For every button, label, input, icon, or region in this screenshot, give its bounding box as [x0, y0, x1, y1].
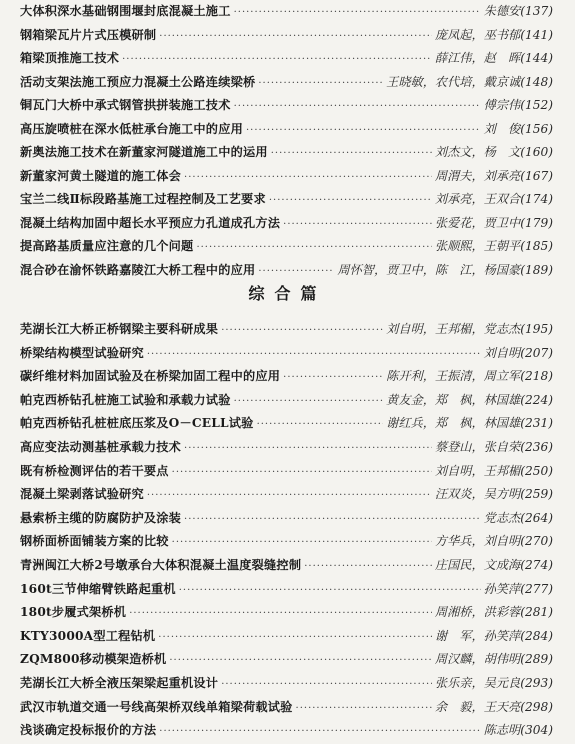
entry-authors: 刘自明，王邦楣，党志杰 — [386, 322, 521, 336]
dot-leader — [257, 413, 384, 437]
entry-title: 武汉市轨道交通一号线高架桥双线单箱梁荷载试验 — [20, 699, 293, 714]
entry-page: (195) — [520, 322, 553, 336]
entry-title: KTY3000A型工程钻机 — [20, 628, 156, 643]
toc-entry — [0, 47, 575, 71]
dot-leader — [129, 602, 432, 626]
toc-entry — [0, 719, 575, 743]
entry-title: 宝兰二线Ⅱ标段路基施工过程控制及工艺要求 — [20, 192, 266, 206]
entry-authors: 王晓敏，农代培，戴京诚 — [386, 74, 521, 89]
entry-authors: 张爱花，贾卫中 — [434, 215, 521, 230]
toc-entry — [0, 436, 575, 460]
toc-entry — [0, 212, 575, 236]
entry-authors: 陈开利，王振清，周立军 — [386, 369, 521, 384]
dot-leader — [271, 142, 432, 166]
entry-authors: 周湘桥，洪彩蓉 — [434, 605, 521, 620]
toc-entry — [0, 342, 575, 366]
entry-authors: 周怀智，贾卫中，陈 江，杨国豪 — [337, 262, 521, 277]
toc-entry — [0, 0, 575, 24]
entry-title: 箱梁顶推施工技术 — [20, 51, 120, 65]
entry-title: 160t三节伸缩臂铁路起重机 — [20, 581, 176, 596]
dot-leader — [283, 213, 432, 237]
dot-leader — [147, 484, 432, 508]
dot-leader — [196, 236, 431, 260]
entry-page: (289) — [520, 652, 553, 667]
entry-title: 悬索桥主缆的防腐防护及涂装 — [20, 510, 182, 525]
toc-entry — [0, 554, 575, 578]
entry-authors: 方华兵，刘自明 — [434, 534, 521, 549]
entry-title: 混凝土结构加固中超长水平预应力孔道成孔方法 — [20, 215, 281, 230]
entry-page: (236) — [520, 439, 553, 454]
dot-leader — [122, 48, 432, 72]
dot-leader — [221, 319, 383, 343]
entry-page: (277) — [520, 581, 553, 596]
entry-page: (270) — [520, 534, 553, 549]
entry-authors: 刘承亮，王双合 — [434, 192, 521, 206]
entry-authors: 张乐亲，吴元良 — [434, 675, 521, 690]
dot-leader — [296, 697, 432, 721]
dot-leader — [283, 366, 383, 390]
toc-entry — [0, 507, 575, 531]
entry-page: (224) — [520, 392, 553, 407]
entry-page: (231) — [520, 416, 553, 431]
entry-title: 芜湖长江大桥正桥钢梁主要科研成果 — [20, 322, 219, 336]
entry-authors: 谢 军，孙笑萍 — [434, 628, 521, 643]
toc-entry — [0, 483, 575, 507]
entry-page: (179) — [520, 215, 553, 230]
dot-leader — [184, 508, 481, 532]
entry-title: 新董家河黄土隧道的施工体会 — [20, 168, 182, 183]
entry-title: 帕克西桥钻孔桩施工试验和承载力试验 — [20, 392, 231, 407]
entry-authors: 黄友金，郑 枫，林国雄 — [386, 392, 521, 407]
entry-title: 芜湖长江大桥全液压架梁起重机设计 — [20, 675, 219, 690]
entry-authors: 党志杰 — [483, 510, 521, 525]
toc-entry — [0, 625, 575, 649]
dot-leader — [184, 166, 432, 190]
entry-page: (152) — [520, 98, 553, 112]
entry-authors: 蔡登山，张自荣 — [434, 439, 521, 454]
toc-entry — [0, 530, 575, 554]
entry-authors: 张顺熙，王朝平 — [434, 239, 521, 253]
entry-page: (218) — [520, 369, 553, 384]
dot-leader — [172, 531, 432, 555]
entry-page: (298) — [520, 699, 553, 714]
dot-leader — [184, 437, 432, 461]
entry-title: 帕克西桥钻孔桩桩底压浆及O－CELL试验 — [20, 416, 254, 431]
entry-authors: 庞凤起，巫书郁 — [434, 27, 521, 42]
entry-page: (160) — [520, 145, 553, 159]
entry-authors: 刘自明，王邦楣 — [434, 463, 521, 478]
entry-title: 桥梁结构模型试验研究 — [20, 345, 144, 360]
toc-entry — [0, 648, 575, 672]
toc-entry — [0, 389, 575, 413]
entry-authors: 周渭夫，刘承亮 — [434, 168, 521, 183]
toc-entry — [0, 318, 575, 342]
entry-page: (141) — [520, 27, 553, 42]
dot-leader — [158, 626, 432, 650]
entry-title: 提高路基质量应注意的几个问题 — [20, 239, 194, 253]
entry-page: (185) — [520, 239, 553, 253]
entry-title: 青洲闽江大桥2号墩承台大体积混凝土温度裂缝控制 — [20, 557, 302, 572]
entry-title: 钢桥面桥面铺装方案的比较 — [20, 534, 169, 549]
dot-leader — [304, 555, 432, 579]
toc-entry — [0, 24, 575, 48]
dot-leader — [147, 343, 481, 367]
entry-title: 铜瓦门大桥中承式钢管拱拼装施工技术 — [20, 98, 231, 112]
entry-page: (156) — [520, 121, 553, 136]
toc-entry — [0, 365, 575, 389]
toc-entry — [0, 696, 575, 720]
entry-authors: 余 毅，王天亮 — [434, 699, 521, 714]
toc-entry — [0, 188, 575, 212]
entry-page: (174) — [520, 192, 553, 206]
entry-title: ZQM800移动模架造桥机 — [20, 652, 167, 667]
toc-entry — [0, 460, 575, 484]
toc-entry — [0, 578, 575, 602]
entry-title: 高应变法动测基桩承载力技术 — [20, 439, 182, 454]
entry-authors: 薛江伟，赵 晖 — [434, 51, 521, 65]
dot-leader — [234, 1, 481, 25]
dot-leader — [159, 25, 432, 49]
dot-leader — [169, 649, 432, 673]
entry-page: (148) — [520, 74, 553, 89]
entry-page: (264) — [520, 510, 553, 525]
entry-page: (167) — [520, 168, 553, 183]
entry-authors: 傅宗伟 — [483, 98, 521, 112]
entry-title: 混凝土梁剥落试验研究 — [20, 487, 144, 502]
toc-entry — [0, 412, 575, 436]
entry-authors: 汪双炎，吴方明 — [434, 487, 521, 502]
dot-leader — [258, 260, 334, 284]
toc-entry — [0, 259, 575, 283]
entry-page: (189) — [520, 262, 553, 277]
entry-page: (284) — [520, 628, 553, 643]
toc-entry — [0, 71, 575, 95]
entry-title: 钢箱梁瓦片片式压模研制 — [20, 27, 157, 42]
entry-page: (281) — [520, 605, 553, 620]
toc-entry — [0, 235, 575, 259]
entry-title: 既有桥检测评估的若干要点 — [20, 463, 169, 478]
entry-title: 高压旋喷桩在深水低桩承台施工中的应用 — [20, 121, 243, 136]
toc-list-top — [0, 0, 575, 282]
entry-page: (137) — [520, 4, 553, 18]
entry-page: (304) — [520, 723, 553, 738]
toc-entry — [0, 118, 575, 142]
dot-leader — [179, 579, 481, 603]
entry-title: 碳纤维材料加固试验及在桥梁加固工程中的应用 — [20, 369, 281, 384]
entry-page: (274) — [520, 557, 553, 572]
entry-title: 混合砂在渝怀铁路嘉陵江大桥工程中的应用 — [20, 262, 256, 277]
entry-authors: 刘 俊 — [483, 121, 521, 136]
entry-title: 浅谈确定投标报价的方法 — [20, 723, 157, 738]
entry-title: 180t步履式架桥机 — [20, 605, 127, 620]
toc-entry — [0, 94, 575, 118]
dot-leader — [234, 95, 481, 119]
dot-leader — [159, 720, 480, 744]
toc-entry — [0, 165, 575, 189]
entry-title: 大体积深水基础钢围堰封底混凝土施工 — [20, 4, 231, 18]
toc-entry — [0, 672, 575, 696]
entry-page: (144) — [520, 51, 553, 65]
toc-entry — [0, 141, 575, 165]
entry-page: (293) — [520, 675, 553, 690]
entry-authors: 孙笑萍 — [483, 581, 521, 596]
dot-leader — [258, 72, 383, 96]
entry-authors: 陈志明 — [483, 723, 521, 738]
entry-page: (259) — [520, 487, 553, 502]
dot-leader — [172, 461, 432, 485]
entry-authors: 庄国民，文成海 — [434, 557, 521, 572]
entry-authors: 朱德安 — [483, 4, 521, 18]
entry-authors: 刘杰文，杨 文 — [434, 145, 521, 159]
toc-list-bottom — [0, 318, 575, 743]
section-heading: 综合篇 — [248, 284, 327, 303]
dot-leader — [246, 119, 481, 143]
dot-leader — [234, 390, 384, 414]
entry-page: (207) — [520, 345, 553, 360]
entry-title: 新奥法施工技术在新董家河隧道施工中的运用 — [20, 145, 268, 159]
dot-leader — [269, 189, 432, 213]
entry-authors: 刘自明 — [483, 345, 521, 360]
entry-page: (250) — [520, 463, 553, 478]
entry-title: 活动支架法施工预应力混凝土公路连续梁桥 — [20, 74, 256, 89]
entry-authors: 周汉麟，胡伟明 — [434, 652, 521, 667]
toc-entry — [0, 601, 575, 625]
entry-authors: 谢红兵，郑 枫，林国雄 — [386, 416, 521, 431]
dot-leader — [221, 673, 432, 697]
